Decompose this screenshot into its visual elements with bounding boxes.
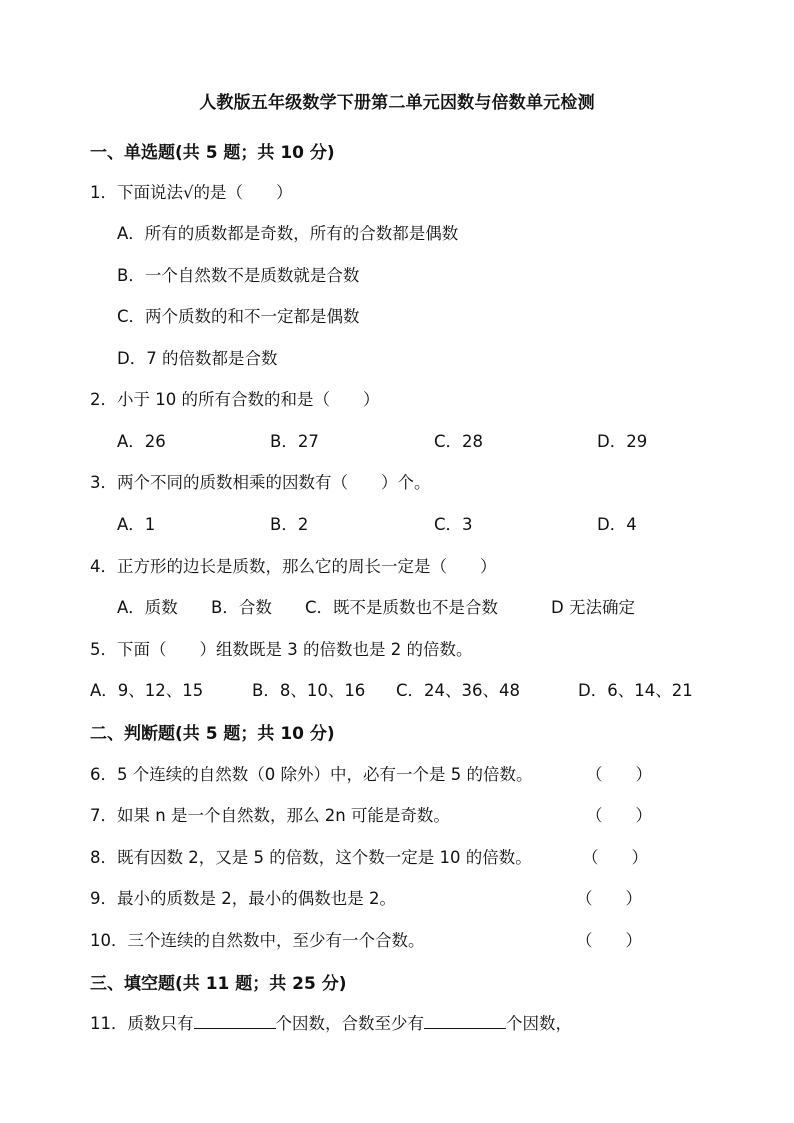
answer-blank-2[interactable] <box>424 1014 506 1029</box>
question-11-part-1: 11．质数只有 <box>90 1014 194 1033</box>
question-3-option-d: D．4 <box>597 515 637 534</box>
question-8-answer-parens[interactable]: （ ） <box>582 848 648 867</box>
question-7-text: 7．如果 n 是一个自然数，那么 2n 可能是奇数。 <box>90 806 450 825</box>
question-7-answer-parens[interactable]: （ ） <box>586 806 652 825</box>
question-11-part-2: 个因数，合数至少有 <box>275 1014 424 1033</box>
question-1-option-c: C．两个质数的和不一定都是偶数 <box>117 307 360 326</box>
question-3-option-c: C．3 <box>434 515 473 534</box>
question-4-option-a: A．质数 <box>117 598 178 617</box>
question-2-option-d: D．29 <box>597 432 648 451</box>
question-10-answer-parens[interactable]: （ ） <box>576 931 642 950</box>
question-2-option-b: B．27 <box>270 432 319 451</box>
question-5-option-a: A．9、12、15 <box>90 681 204 700</box>
question-5-option-b: B．8、10、16 <box>252 681 366 700</box>
question-2-stem: 2．小于 10 的所有合数的和是（ ） <box>90 390 380 409</box>
question-1-option-d: D．7 的倍数都是合数 <box>117 349 278 368</box>
question-2-option-c: C．28 <box>434 432 484 451</box>
answer-blank-1[interactable] <box>194 1014 276 1029</box>
question-4-option-b: B．合数 <box>211 598 272 617</box>
question-1-option-b: B．一个自然数不是质数就是合数 <box>117 266 360 285</box>
question-5-option-d: D．6、14、21 <box>578 681 693 700</box>
question-9-answer-parens[interactable]: （ ） <box>576 889 642 908</box>
question-8-text: 8．既有因数 2，又是 5 的倍数，这个数一定是 10 的倍数。 <box>90 848 532 867</box>
question-2-option-a: A．26 <box>117 432 166 451</box>
question-1-option-a: A．所有的质数都是奇数，所有的合数都是偶数 <box>117 224 459 243</box>
question-4-option-d: D 无法确定 <box>551 598 635 617</box>
question-6-answer-parens[interactable]: （ ） <box>586 765 652 784</box>
question-1-stem: 1．下面说法√的是（ ） <box>90 183 293 202</box>
question-5-option-c: C．24、36、48 <box>396 681 521 700</box>
question-10-text: 10．三个连续的自然数中，至少有一个合数。 <box>90 931 425 950</box>
section-heading-true-false: 二、判断题(共 5 题；共 10 分) <box>90 724 335 744</box>
question-6-text: 6．5 个连续的自然数（0 除外）中，必有一个是 5 的倍数。 <box>90 765 533 784</box>
question-3-stem: 3．两个不同的质数相乘的因数有（ ）个。 <box>90 473 431 492</box>
question-11-part-3: 个因数， <box>506 1014 572 1033</box>
question-11 <box>90 1010 572 1034</box>
question-4-stem: 4．正方形的边长是质数，那么它的周长一定是（ ） <box>90 557 497 576</box>
section-heading-fill-blank: 三、填空题(共 11 题；共 25 分) <box>90 974 347 994</box>
page-title: 人教版五年级数学下册第二单元因数与倍数单元检测 <box>199 93 595 113</box>
section-heading-single-choice: 一、单选题(共 5 题；共 10 分) <box>90 143 335 163</box>
question-5-stem: 5．下面（ ）组数既是 3 的倍数也是 2 的倍数。 <box>90 640 473 659</box>
question-3-option-b: B．2 <box>270 515 309 534</box>
question-4-option-c: C．既不是质数也不是合数 <box>305 598 499 617</box>
question-9-text: 9．最小的质数是 2，最小的偶数也是 2。 <box>90 889 396 908</box>
question-3-option-a: A．1 <box>117 515 156 534</box>
